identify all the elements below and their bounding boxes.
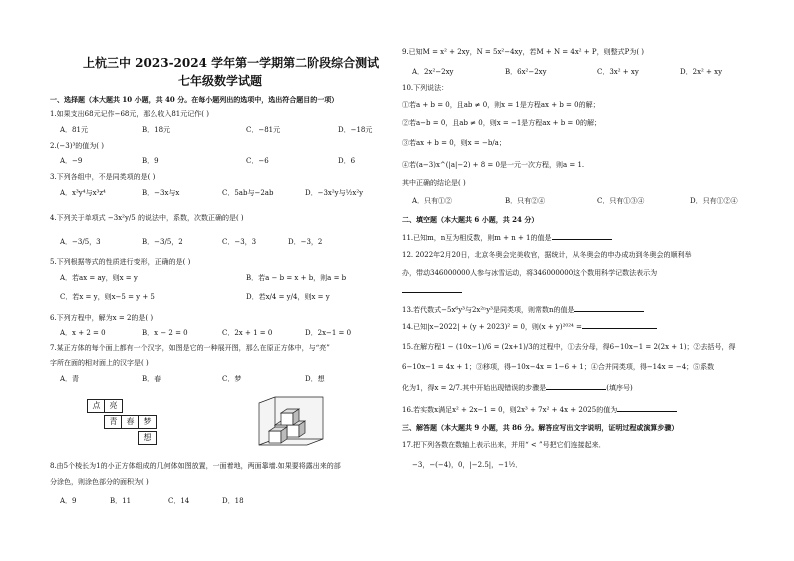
- question-2-stem: 2.(−3)³的值为( ): [50, 142, 104, 150]
- q1-option-c: C．−81元: [246, 126, 281, 134]
- q4-option-b: B．−3/5，2: [142, 238, 183, 246]
- q2-option-b: B．9: [142, 157, 159, 165]
- q1-option-b: B．18元: [142, 126, 171, 134]
- section-fill-heading: 二、填空题（本大题共 6 小题，共 24 分）: [402, 215, 539, 224]
- q8-option-a: A．9: [60, 497, 77, 505]
- q9-option-d: D．2x² + xy: [680, 68, 723, 76]
- q3-option-a: A．x³y⁴与x³z⁴: [60, 189, 106, 197]
- section-solve-heading: 三、解答题（本大题共 9 小题，共 86 分。解答应写出文字说明，证明过程或演算步骤）: [402, 423, 679, 432]
- q7-option-c: C．梦: [222, 375, 242, 383]
- exam-subtitle: 七年级数学试题: [178, 74, 263, 88]
- q10-option-c: C．只有①③④: [597, 197, 645, 205]
- question-3-stem: 3.下列各组中，不是同类项的是( ): [50, 173, 156, 181]
- q15-fill-hint: (填序号): [606, 384, 633, 392]
- q9-option-b: B．6x²−2xy: [505, 68, 547, 76]
- q8-option-d: D．18: [222, 497, 244, 505]
- q16-answer-blank[interactable]: [617, 405, 677, 412]
- q10-option-b: B．只有②④: [505, 197, 546, 205]
- q11-answer-blank[interactable]: [552, 233, 612, 240]
- question-12-line1: 12. 2022年2月20日，北京冬奥会完美收官，据统计，从冬奥会的申办成功到冬奥会的顺利举: [402, 251, 692, 259]
- exam-title: 上杭三中 2023-2024 学年第一学期第二阶段综合测试: [83, 56, 380, 70]
- q9-option-c: C．3x² + xy: [597, 68, 639, 76]
- q8-option-c: C．14: [168, 497, 190, 505]
- q4-option-d: D．−3，2: [288, 238, 323, 246]
- q10-statement-2: ②若a−b = 0，且ab ≠ 0，则x = −1是方程ax + b = 0的解；: [402, 119, 601, 127]
- q5-option-b: B．若a − b = x + b，则a = b: [246, 274, 347, 282]
- q3-option-c: C．5ab与−2ab: [222, 189, 274, 197]
- question-15-line1: 15.在解方程1 − (10x−1)/6 = (2x+1)/3的过程中，①去分母，得6−10x−1 = 2(2x + 1)；②去括号，得: [402, 343, 736, 351]
- question-16-text: 16.若实数x满足x² + 2x−1 = 0，则2x³ + 7x² + 4x + 2025的值为: [402, 406, 618, 414]
- q10-statement-1: ①若a + b = 0，且ab ≠ 0，则x = 1是方程ax + b = 0的解；: [402, 101, 600, 109]
- q6-option-b: B．x − 2 = 0: [142, 329, 188, 337]
- question-13-text: 13.若代数式−5x⁶y³与2x²ⁿy³是同类项，则常数n的值是: [402, 306, 575, 314]
- q2-option-a: A．−9: [60, 157, 83, 165]
- q3-option-b: B．−3x与x: [142, 189, 180, 197]
- q2-option-c: C．−6: [246, 157, 269, 165]
- net-cell-5: 梦: [138, 415, 157, 429]
- question-8-stem-line2: 分涂色，则涂色部分的面积为( ): [50, 478, 149, 486]
- q6-option-c: C．2x + 1 = 0: [222, 329, 273, 337]
- question-15-text: 化为1，得x = 2/7.其中开始出现错误的步骤是: [402, 384, 547, 392]
- q2-option-d: D．6: [338, 157, 356, 165]
- q10-option-a: A．只有①②: [412, 197, 453, 205]
- section-choice-heading: 一、选择题（本大题共 10 小题，共 40 分。在每小题列出的选项中，选出符合题目的一项）: [50, 95, 339, 104]
- q1-option-a: A．81元: [60, 126, 88, 134]
- question-1-stem: 1.如果支出68元记作−68元，那么收入81元记作( ): [50, 110, 209, 118]
- q7-option-d: D．想: [305, 375, 325, 383]
- q14-answer-blank[interactable]: [582, 322, 657, 329]
- q12-answer-blank[interactable]: [402, 286, 462, 293]
- q5-option-c: C．若x = y，则x−5 = y + 5: [60, 293, 155, 301]
- q10-statement-3: ③若ax + b = 0，则x = −b/a；: [402, 139, 506, 147]
- q7-option-b: B．春: [142, 375, 162, 383]
- question-11-text: 11.已知m，n互为相反数，则m + n + 1的值是: [402, 234, 552, 242]
- q13-answer-blank[interactable]: [574, 305, 644, 312]
- question-14: [402, 322, 657, 332]
- net-cell-4: 春: [121, 415, 140, 429]
- q10-option-d: D．只有①②④: [690, 197, 738, 205]
- q10-statement-4: ④若(a−3)x^(|a|−2) + 8 = 0是一元一次方程，则a = 1.: [402, 161, 585, 169]
- question-14-text: 14.已知|x−2022| + (y + 2023)² = 0，则(x + y)²⁰²⁴ =: [402, 323, 582, 331]
- question-11: [402, 233, 612, 243]
- q5-option-d: D．若x/4 = y/4，则x = y: [246, 293, 330, 301]
- question-15-line3: [402, 383, 633, 393]
- question-15-line2: 6−10x−1 = 4x + 1；③移项，得−10x−4x = 1−6 + 1；④合并同类项，得−14x = −4；⑤系数: [402, 363, 715, 371]
- net-cell-2: 亮: [104, 399, 123, 413]
- q15-answer-blank[interactable]: [546, 383, 606, 390]
- question-17-stem: 17.把下列各数在数轴上表示出来，并用“ < ”号把它们连接起来．: [402, 441, 606, 449]
- question-4-stem: 4.下列关于单项式 −3x²y/5 的说法中，系数，次数正确的是( ): [50, 214, 244, 222]
- q5-option-a: A．若ax = ay，则x = y: [60, 274, 138, 282]
- q7-option-a: A．青: [60, 375, 80, 383]
- q9-option-a: A．2x²−2xy: [412, 68, 454, 76]
- question-7-stem-line2: 字所在面的相对面上的汉字是( ): [50, 359, 149, 367]
- q4-option-c: C．−3，3: [222, 238, 257, 246]
- question-12-line2: 办，带动346000000人参与冰雪运动，将346000000这个数用科学记数法表示为: [402, 269, 658, 277]
- net-cell-1: 点: [87, 399, 106, 413]
- question-10-stem: 10.下列说法：: [402, 84, 449, 92]
- q1-option-d: D．−18元: [338, 126, 373, 134]
- q3-option-d: D．−3x²y与½x²y: [305, 189, 364, 197]
- q6-option-a: A．x + 2 = 0: [60, 329, 106, 337]
- net-cell-3: 青: [104, 415, 123, 429]
- q6-option-d: D．2x−1 = 0: [305, 329, 352, 337]
- q8-option-b: B．11: [110, 497, 132, 505]
- question-9-stem: 9.已知M = x² + 2xy，N = 5x²−4xy，若M + N = 4x² + P，则整式P为( ): [402, 48, 645, 56]
- question-7-stem-line1: 7.某正方体的每个面上都有一个汉字，如图是它的一种展开图，那么在原正方体中，与“亮”: [50, 344, 330, 352]
- question-8-stem-line1: 8.由5个棱长为1的小正方体组成的几何体如图放置，一面着地，两面靠墙.如果要将露出来的部: [50, 462, 341, 470]
- net-cell-6: 想: [138, 431, 157, 445]
- q10-conclusion: 其中正确的结论是( ): [402, 179, 466, 187]
- stacked-cubes-figure: [253, 395, 325, 455]
- question-5-stem: 5.下列根据等式的性质进行变形，正确的是( ): [50, 258, 191, 266]
- q12-answer-line: [402, 286, 462, 296]
- question-6-stem: 6.下列方程中，解为x = 2的是( ): [50, 314, 154, 322]
- question-16: [402, 405, 677, 415]
- question-13: [402, 305, 644, 315]
- question-17-numbers: −3，−(−4)，0，|−2.5|，−1½．: [412, 461, 523, 469]
- q4-option-a: A．−3/5，3: [60, 238, 101, 246]
